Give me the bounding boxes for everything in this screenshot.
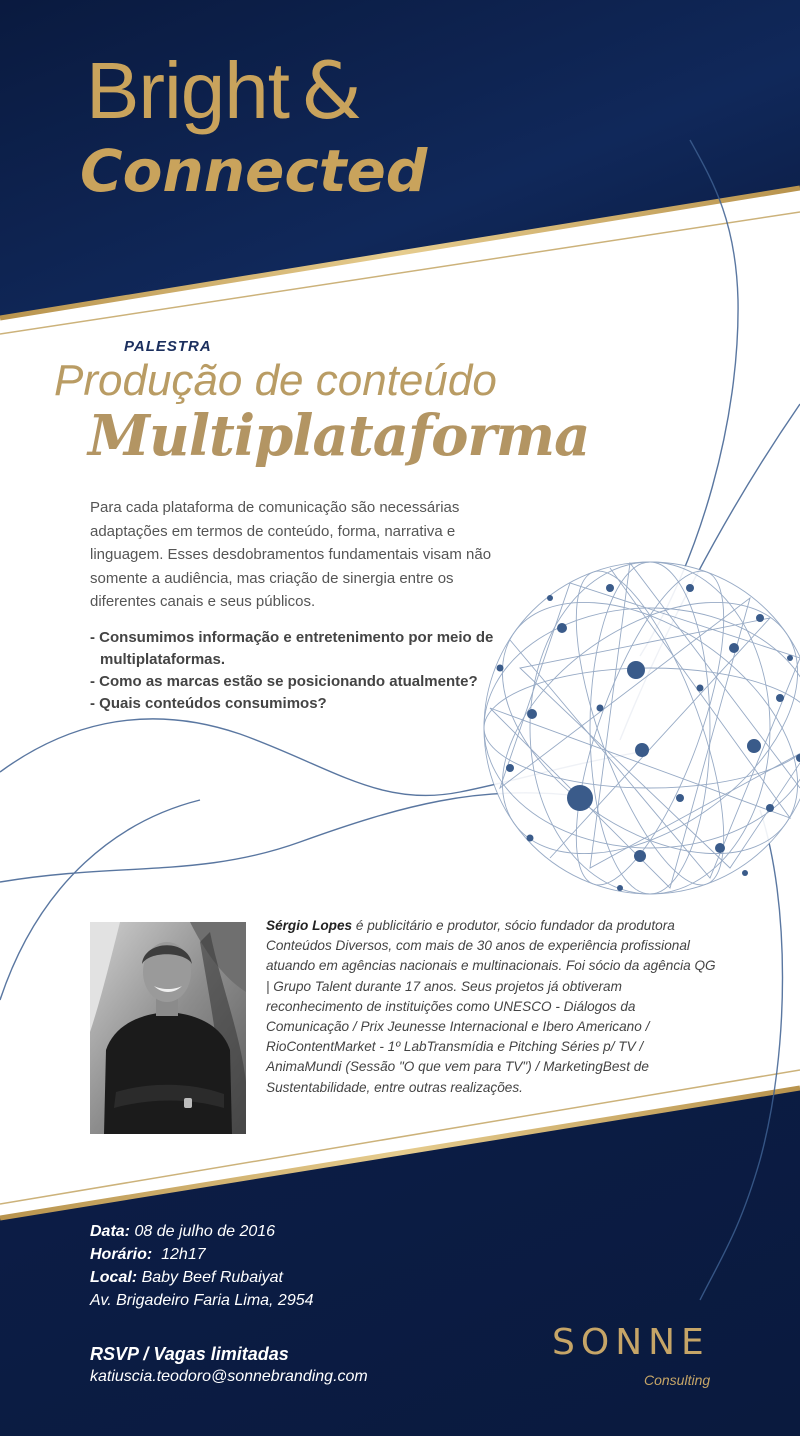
brand-ampersand: & <box>300 47 361 137</box>
event-date-label: Data: <box>90 1223 131 1240</box>
event-time-row <box>90 1243 314 1266</box>
topic-item: - Quais conteúdos consumimos? <box>90 695 327 712</box>
talk-description: Para cada plataforma de comunicação são necessárias adaptações em termos de conteúdo, forma, narrativa e linguagem. Esses desdobramentos fundamentais visam não somente a audiência, mas criação de sinergia entre os diferentes canais e seus públicos. <box>90 499 492 610</box>
topic-item: - Consumimos informação e entretenimento por meio de multiplataformas. <box>90 629 494 668</box>
speaker-name: Sérgio Lopes <box>266 918 353 933</box>
talk-kicker: PALESTRA <box>124 338 212 355</box>
sonne-logo: SONNE <box>552 1322 710 1363</box>
event-place: Baby Beef Rubaiyat <box>141 1269 283 1286</box>
event-time: 12h17 <box>161 1246 206 1263</box>
speaker-bio-text: é publicitário e produtor, sócio fundador da produtora Conteúdos Diversos, com mais de 30 anos de experiência profissional atuando em agências nacionais e multinacionais. Foi sócio da agência QG | Grupo Talent durante 17 anos. Seus projetos já obtiveram reconhecimento de instituições como UNESCO - Diálogos da Comunicação / Prix Jeunesse Internacional e Ibero Americano / RioContentMarket - 1º LabTransmídia e Pitching Séries p/ TV / AnimaMundi (Sessão "O que vem para TV") / MarketingBest de Sustentabilidade, entre outras realizações. <box>266 918 716 1095</box>
brand-title-line2: Connected <box>80 137 428 205</box>
event-time-label: Horário: <box>90 1246 153 1263</box>
topic-list <box>90 627 510 715</box>
event-place-label: Local: <box>90 1269 138 1286</box>
speaker-photo <box>90 922 246 1134</box>
topic-item: - Como as marcas estão se posicionando atualmente? <box>90 673 478 690</box>
event-address: Av. Brigadeiro Faria Lima, 2954 <box>90 1292 314 1309</box>
brand-word-bright: Bright <box>86 46 289 135</box>
brand-title-line1 <box>86 48 361 135</box>
rsvp-title: RSVP / Vagas limitadas <box>90 1344 289 1364</box>
talk-subtitle: Produção de conteúdo <box>54 356 497 405</box>
event-date-row <box>90 1220 314 1243</box>
rsvp-email-link[interactable]: katiuscia.teodoro@sonnebranding.com <box>90 1368 368 1385</box>
event-details <box>90 1220 314 1312</box>
sonne-logo-tagline: Consulting <box>644 1372 711 1388</box>
speaker-bio <box>266 916 716 1098</box>
talk-title: Multiplataforma <box>88 403 590 469</box>
event-place-row <box>90 1266 314 1289</box>
event-date: 08 de julho de 2016 <box>134 1223 276 1240</box>
